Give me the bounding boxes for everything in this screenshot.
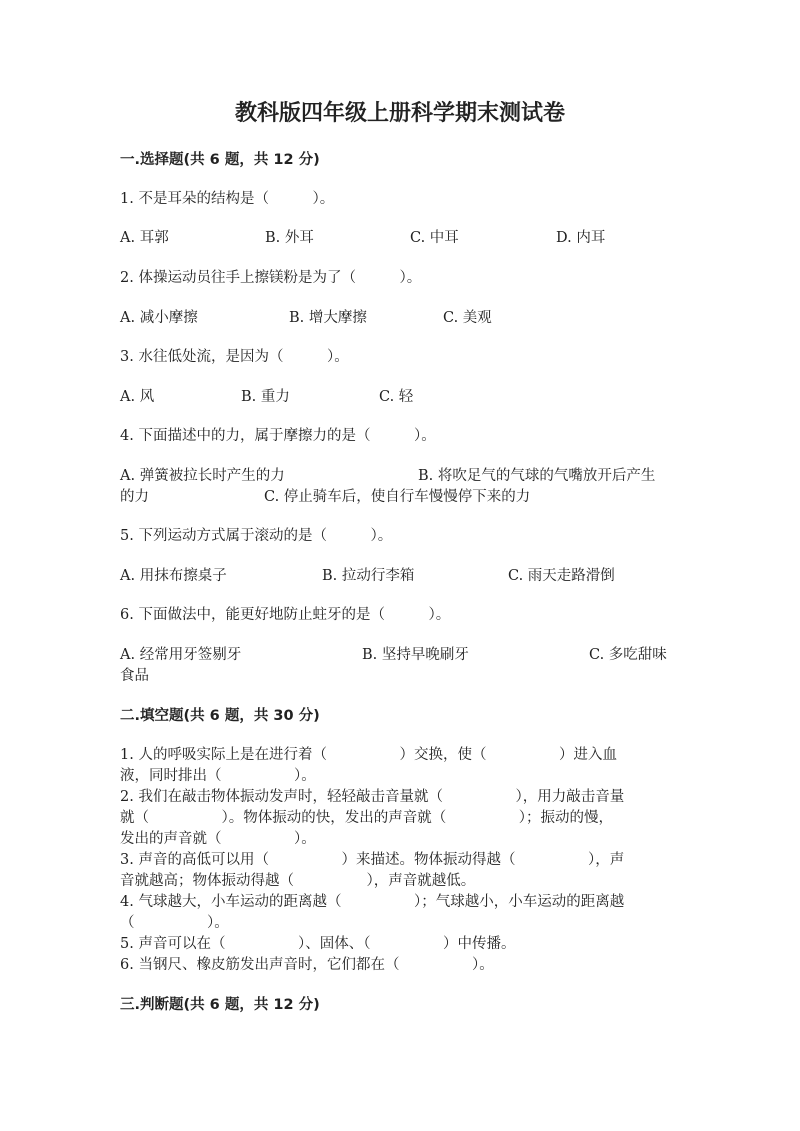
option: A. 用抹布擦桌子 — [120, 568, 227, 584]
page-title: 教科版四年级上册科学期末测试卷 — [234, 100, 565, 126]
section-heading-choice: 一.选择题(共 6 题，共 12 分) — [120, 152, 320, 168]
fill-line: 音就越高；物体振动得越（ ），声音就越低。 — [120, 873, 476, 889]
question-2: 2. 体操运动员往手上擦镁粉是为了（ ）。 — [120, 270, 422, 286]
option: B. 重力 — [241, 389, 290, 405]
fill-line: 3. 声音的高低可以用（ ）来描述。物体振动得越（ ），声 — [120, 852, 625, 868]
option: C. 美观 — [443, 310, 492, 326]
fill-line: 6. 当钢尺、橡皮筋发出声音时，它们都在（ ）。 — [120, 957, 494, 973]
option: B. 增大摩擦 — [289, 310, 367, 326]
fill-line: 液，同时排出（ ）。 — [120, 768, 316, 784]
option: C. 多吃甜味 — [589, 647, 667, 663]
fill-line: 2. 我们在敲击物体振动发声时，轻轻敲击音量就（ ），用力敲击音量 — [120, 789, 625, 805]
question-5: 5. 下列运动方式属于滚动的是（ ）。 — [120, 528, 393, 544]
option: A. 弹簧被拉长时产生的力 — [120, 468, 285, 484]
question-6: 6. 下面做法中，能更好地防止蛀牙的是（ ）。 — [120, 607, 451, 623]
fill-line: 4. 气球越大，小车运动的距离越（ ）；气球越小，小车运动的距离越 — [120, 894, 625, 910]
option: C. 中耳 — [410, 230, 459, 246]
section-heading-fill: 二.填空题(共 6 题，共 30 分) — [120, 708, 320, 724]
question-1: 1. 不是耳朵的结构是（ ）。 — [120, 191, 335, 207]
option-continuation: 食品 — [120, 668, 149, 684]
option: A. 减小摩擦 — [120, 310, 198, 326]
fill-line: 就（ ）。物体振动的快，发出的声音就（ ）；振动的慢， — [120, 810, 613, 826]
option: D. 内耳 — [556, 230, 606, 246]
fill-line: 1. 人的呼吸实际上是在进行着（ ）交换，使（ ）进入血 — [120, 747, 617, 763]
option-continuation: 的力 — [120, 489, 149, 505]
option: A. 风 — [120, 389, 155, 405]
option: B. 坚持早晚刷牙 — [362, 647, 469, 663]
question-3: 3. 水往低处流，是因为（ ）。 — [120, 349, 349, 365]
option: B. 外耳 — [265, 230, 314, 246]
question-4: 4. 下面描述中的力，属于摩擦力的是（ ）。 — [120, 428, 436, 444]
fill-line: （ ）。 — [120, 915, 229, 931]
fill-line: 发出的声音就（ ）。 — [120, 831, 316, 847]
option: B. 拉动行李箱 — [322, 568, 415, 584]
option: C. 雨天走路滑倒 — [508, 568, 615, 584]
option: A. 经常用牙签剔牙 — [120, 647, 242, 663]
option: C. 停止骑车后，使自行车慢慢停下来的力 — [264, 489, 531, 505]
option: B. 将吹足气的气球的气嘴放开后产生 — [418, 468, 656, 484]
option: C. 轻 — [379, 389, 414, 405]
fill-line: 5. 声音可以在（ ）、固体、（ ）中传播。 — [120, 936, 516, 952]
section-heading-judge: 三.判断题(共 6 题，共 12 分) — [120, 997, 320, 1013]
option: A. 耳郭 — [120, 230, 169, 246]
